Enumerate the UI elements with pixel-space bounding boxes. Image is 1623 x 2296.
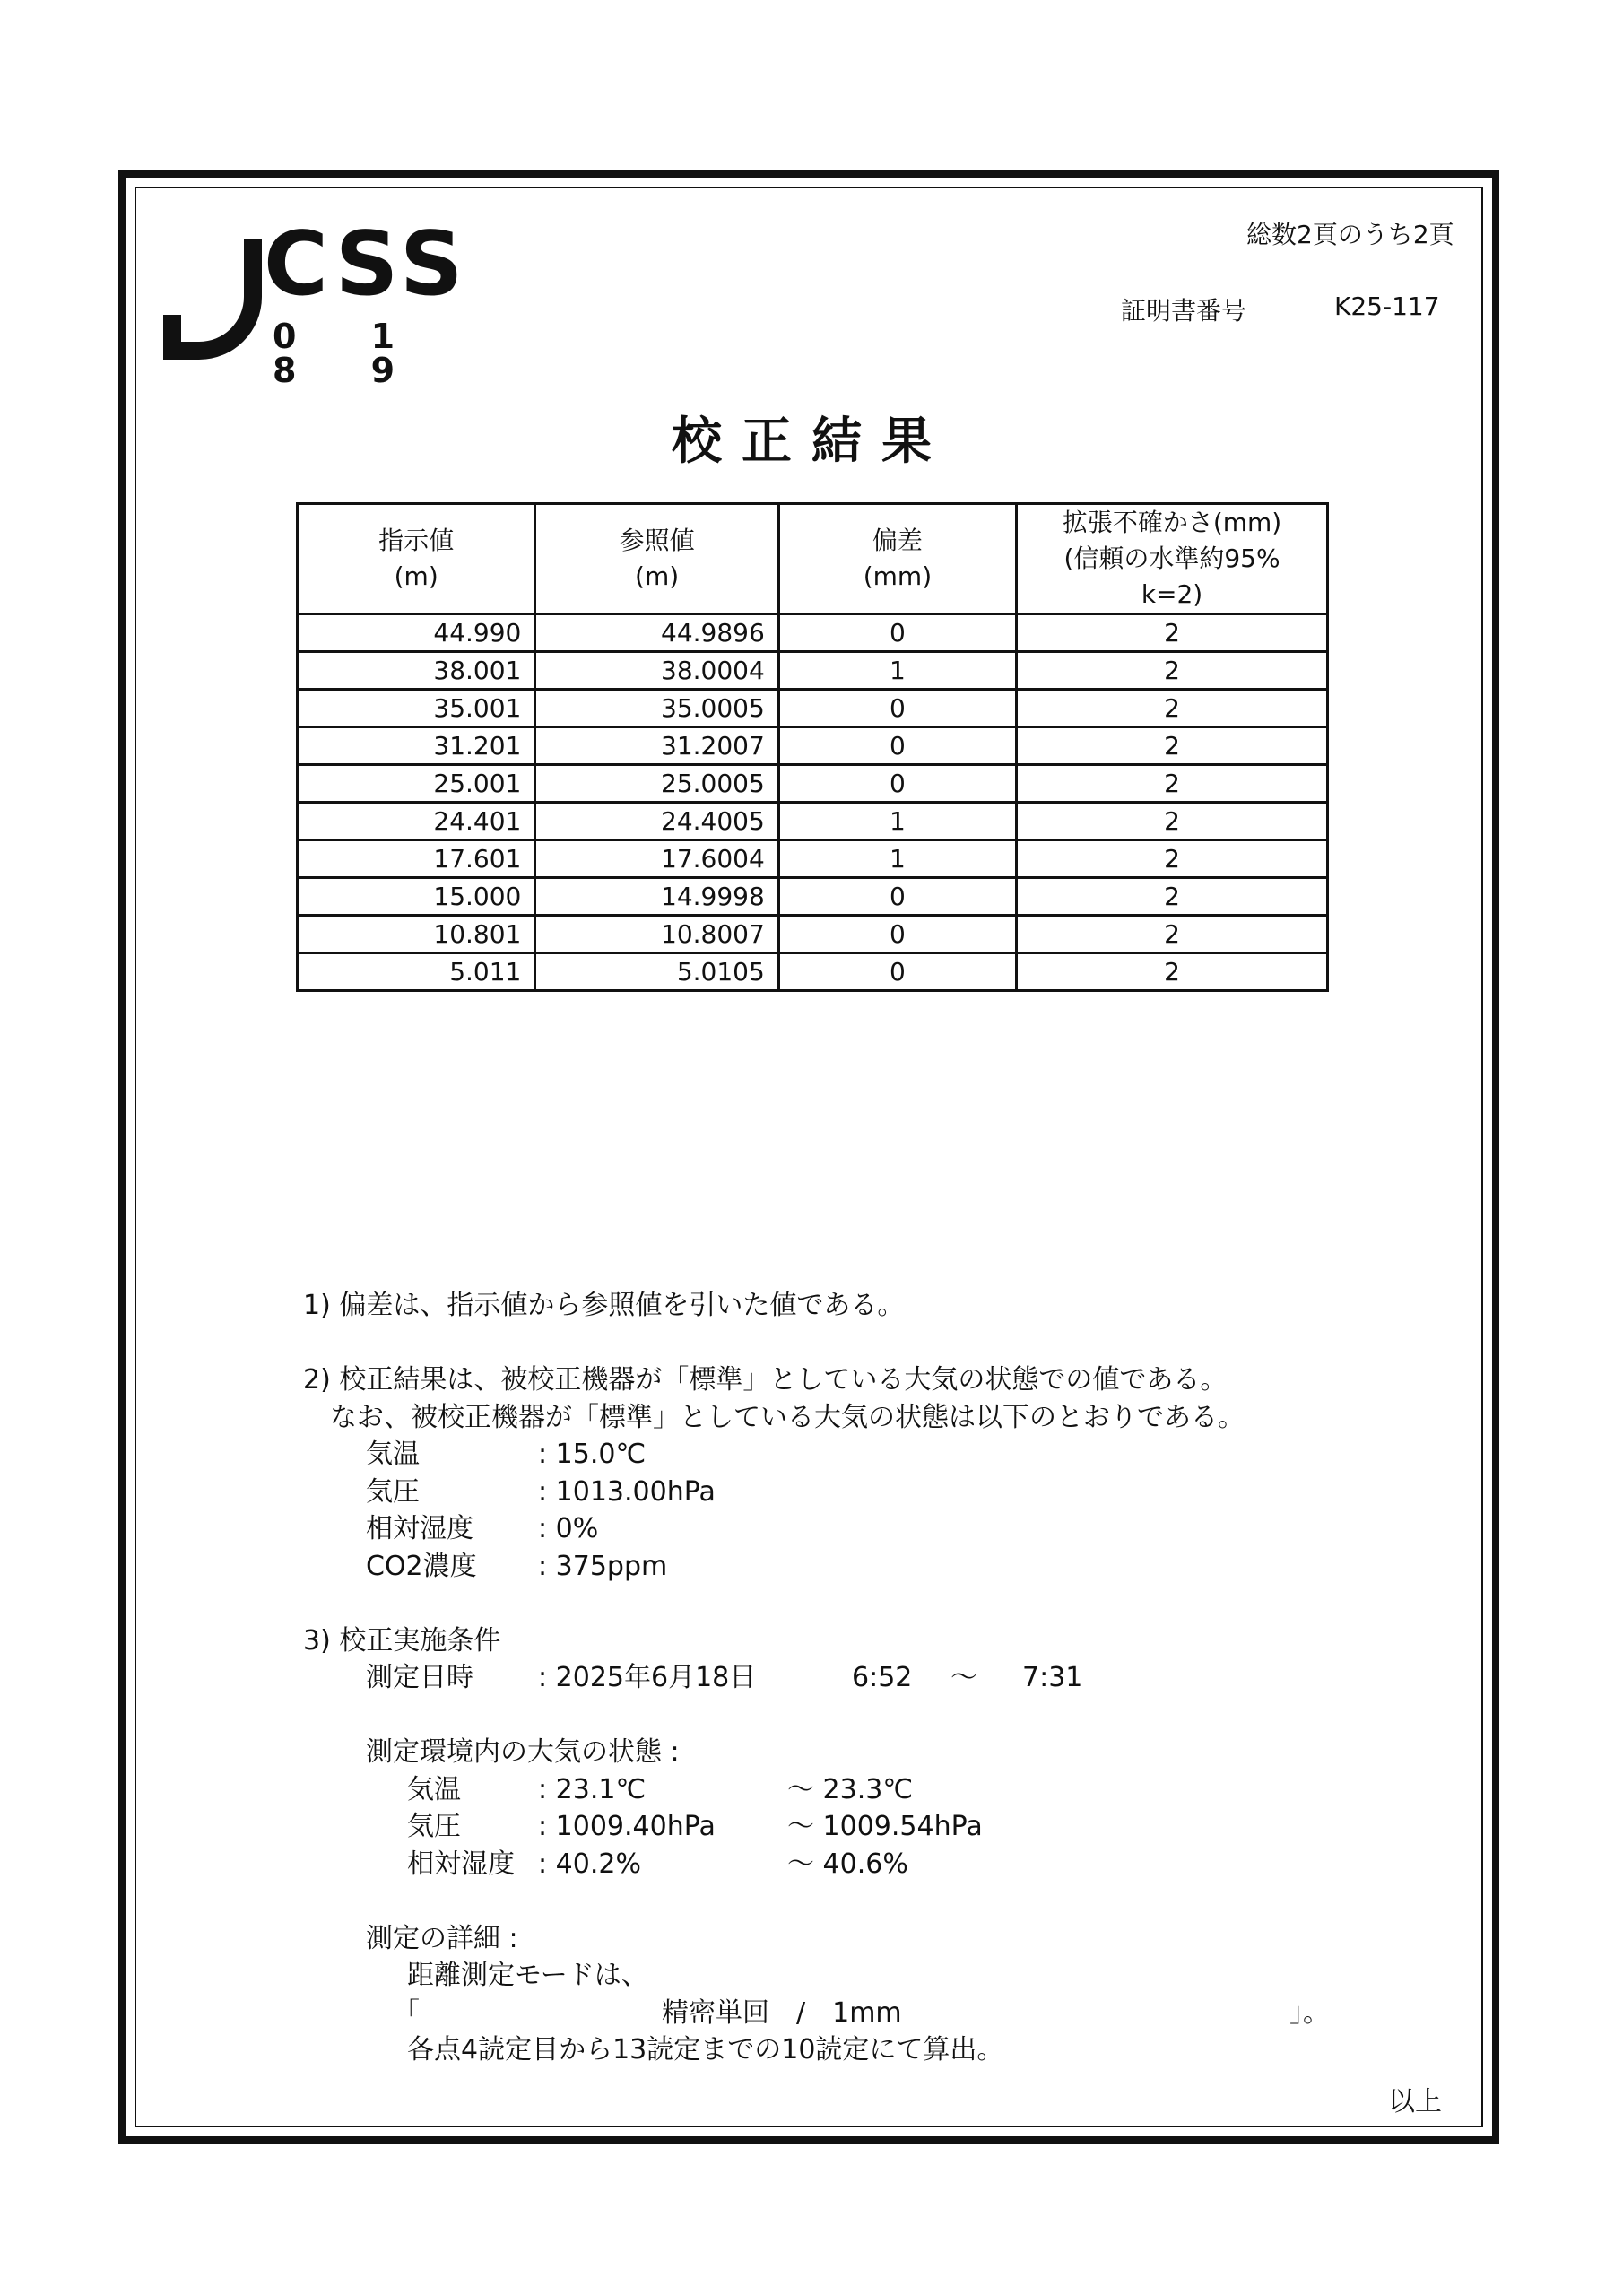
cell-reference: 25.0005 <box>535 765 778 803</box>
cell-uncertainty: 2 <box>1017 727 1328 765</box>
cell-indicated: 25.001 <box>298 765 535 803</box>
cell-reference: 24.4005 <box>535 803 778 840</box>
cell-deviation: 0 <box>778 916 1016 953</box>
cell-deviation: 1 <box>778 840 1016 878</box>
cell-indicated: 38.001 <box>298 652 535 690</box>
table-row <box>298 765 1328 803</box>
cell-deviation: 1 <box>778 803 1016 840</box>
table-row <box>298 953 1328 991</box>
cell-uncertainty: 2 <box>1017 614 1328 652</box>
table-row <box>298 690 1328 727</box>
env-pressure: 気圧 : 1009.40hPa ～ 1009.54hPa <box>407 1811 983 1842</box>
certificate-number-label: 証明書番号 <box>1121 296 1247 326</box>
cell-indicated: 15.000 <box>298 878 535 916</box>
cell-indicated: 24.401 <box>298 803 535 840</box>
cell-reference: 14.9998 <box>535 878 778 916</box>
cell-deviation: 0 <box>778 878 1016 916</box>
cell-reference: 5.0105 <box>535 953 778 991</box>
cell-deviation: 0 <box>778 727 1016 765</box>
cell-deviation: 0 <box>778 614 1016 652</box>
table-row <box>298 727 1328 765</box>
measurement-datetime: 測定日時 : 2025年6月18日 6:52 ～ 7:31 <box>366 1662 1083 1693</box>
cell-uncertainty: 2 <box>1017 652 1328 690</box>
certificate-number: K25-117 <box>1334 291 1440 321</box>
logo-j-mark <box>174 239 262 360</box>
page-count: 総数2頁のうち2頁 <box>1246 220 1454 249</box>
detail-line-3: 各点4読定目から13読定までの10読定にて算出。 <box>407 2034 1004 2066</box>
env-humidity: 相対湿度 : 40.2% ～ 40.6% <box>407 1848 908 1880</box>
cell-reference: 31.2007 <box>535 727 778 765</box>
cell-uncertainty: 2 <box>1017 803 1328 840</box>
detail-mode: 「 精密単回 / 1mm 」。 <box>393 1996 1330 2029</box>
cell-indicated: 44.990 <box>298 614 535 652</box>
table-header-row <box>298 504 1328 614</box>
logo-number: 0 1 8 9 <box>273 317 427 390</box>
cell-reference: 44.9896 <box>535 614 778 652</box>
cell-indicated: 17.601 <box>298 840 535 878</box>
cell-uncertainty: 2 <box>1017 840 1328 878</box>
header-deviation: 偏差 (mm) <box>778 504 1016 614</box>
detail-heading: 測定の詳細 : <box>366 1922 518 1954</box>
cell-indicated: 10.801 <box>298 916 535 953</box>
cell-uncertainty: 2 <box>1017 690 1328 727</box>
table-row <box>298 840 1328 878</box>
cell-indicated: 31.201 <box>298 727 535 765</box>
calibration-results-table <box>296 502 1329 992</box>
table-row <box>298 652 1328 690</box>
cell-indicated: 35.001 <box>298 690 535 727</box>
standard-temperature: 気温 : 15.0℃ <box>366 1439 647 1470</box>
table-row <box>298 916 1328 953</box>
cell-deviation: 0 <box>778 953 1016 991</box>
cell-uncertainty: 2 <box>1017 916 1328 953</box>
table-row <box>298 614 1328 652</box>
cell-indicated: 5.011 <box>298 953 535 991</box>
cell-reference: 17.6004 <box>535 840 778 878</box>
cell-uncertainty: 2 <box>1017 953 1328 991</box>
notes-section <box>303 1287 1330 2069</box>
table-row <box>298 878 1328 916</box>
note-1: 1) 偏差は、指示値から参照値を引いた値である。 <box>303 1290 905 1321</box>
cell-uncertainty: 2 <box>1017 878 1328 916</box>
standard-co2: CO2濃度 : 375ppm <box>366 1550 668 1582</box>
environment-heading: 測定環境内の大気の状態 : <box>366 1736 680 1768</box>
cell-deviation: 1 <box>778 652 1016 690</box>
note-3-heading: 3) 校正実施条件 <box>303 1624 501 1657</box>
header-reference-value: 参照値 (m) <box>535 504 778 614</box>
header-expanded-uncertainty: 拡張不確かさ(mm) (信頼の水準約95% k=2) <box>1017 504 1328 614</box>
standard-humidity: 相対湿度 : 0% <box>366 1513 599 1544</box>
cell-reference: 35.0005 <box>535 690 778 727</box>
jcss-logo <box>163 213 469 390</box>
cell-deviation: 0 <box>778 765 1016 803</box>
table-row <box>298 803 1328 840</box>
env-temperature: 気温 : 23.1℃ ～ 23.3℃ <box>407 1773 914 1805</box>
cell-uncertainty: 2 <box>1017 765 1328 803</box>
standard-pressure: 気圧 : 1013.00hPa <box>366 1475 716 1508</box>
detail-line-1: 距離測定モードは、 <box>407 1960 648 1991</box>
cell-deviation: 0 <box>778 690 1016 727</box>
header-indicated-value: 指示値 (m) <box>298 504 535 614</box>
page-title: 校正結果 <box>672 413 951 471</box>
closing-mark: 以上 <box>1388 2086 1442 2118</box>
note-2-line-2: なお、被校正機器が「標準」としている大気の状態は以下のとおりである。 <box>330 1401 1245 1433</box>
cell-reference: 10.8007 <box>535 916 778 953</box>
cell-reference: 38.0004 <box>535 652 778 690</box>
note-2-line-1: 2) 校正結果は、被校正機器が「標準」としている大気の状態での値である。 <box>303 1364 1228 1396</box>
logo-letters: CSS <box>264 213 469 316</box>
